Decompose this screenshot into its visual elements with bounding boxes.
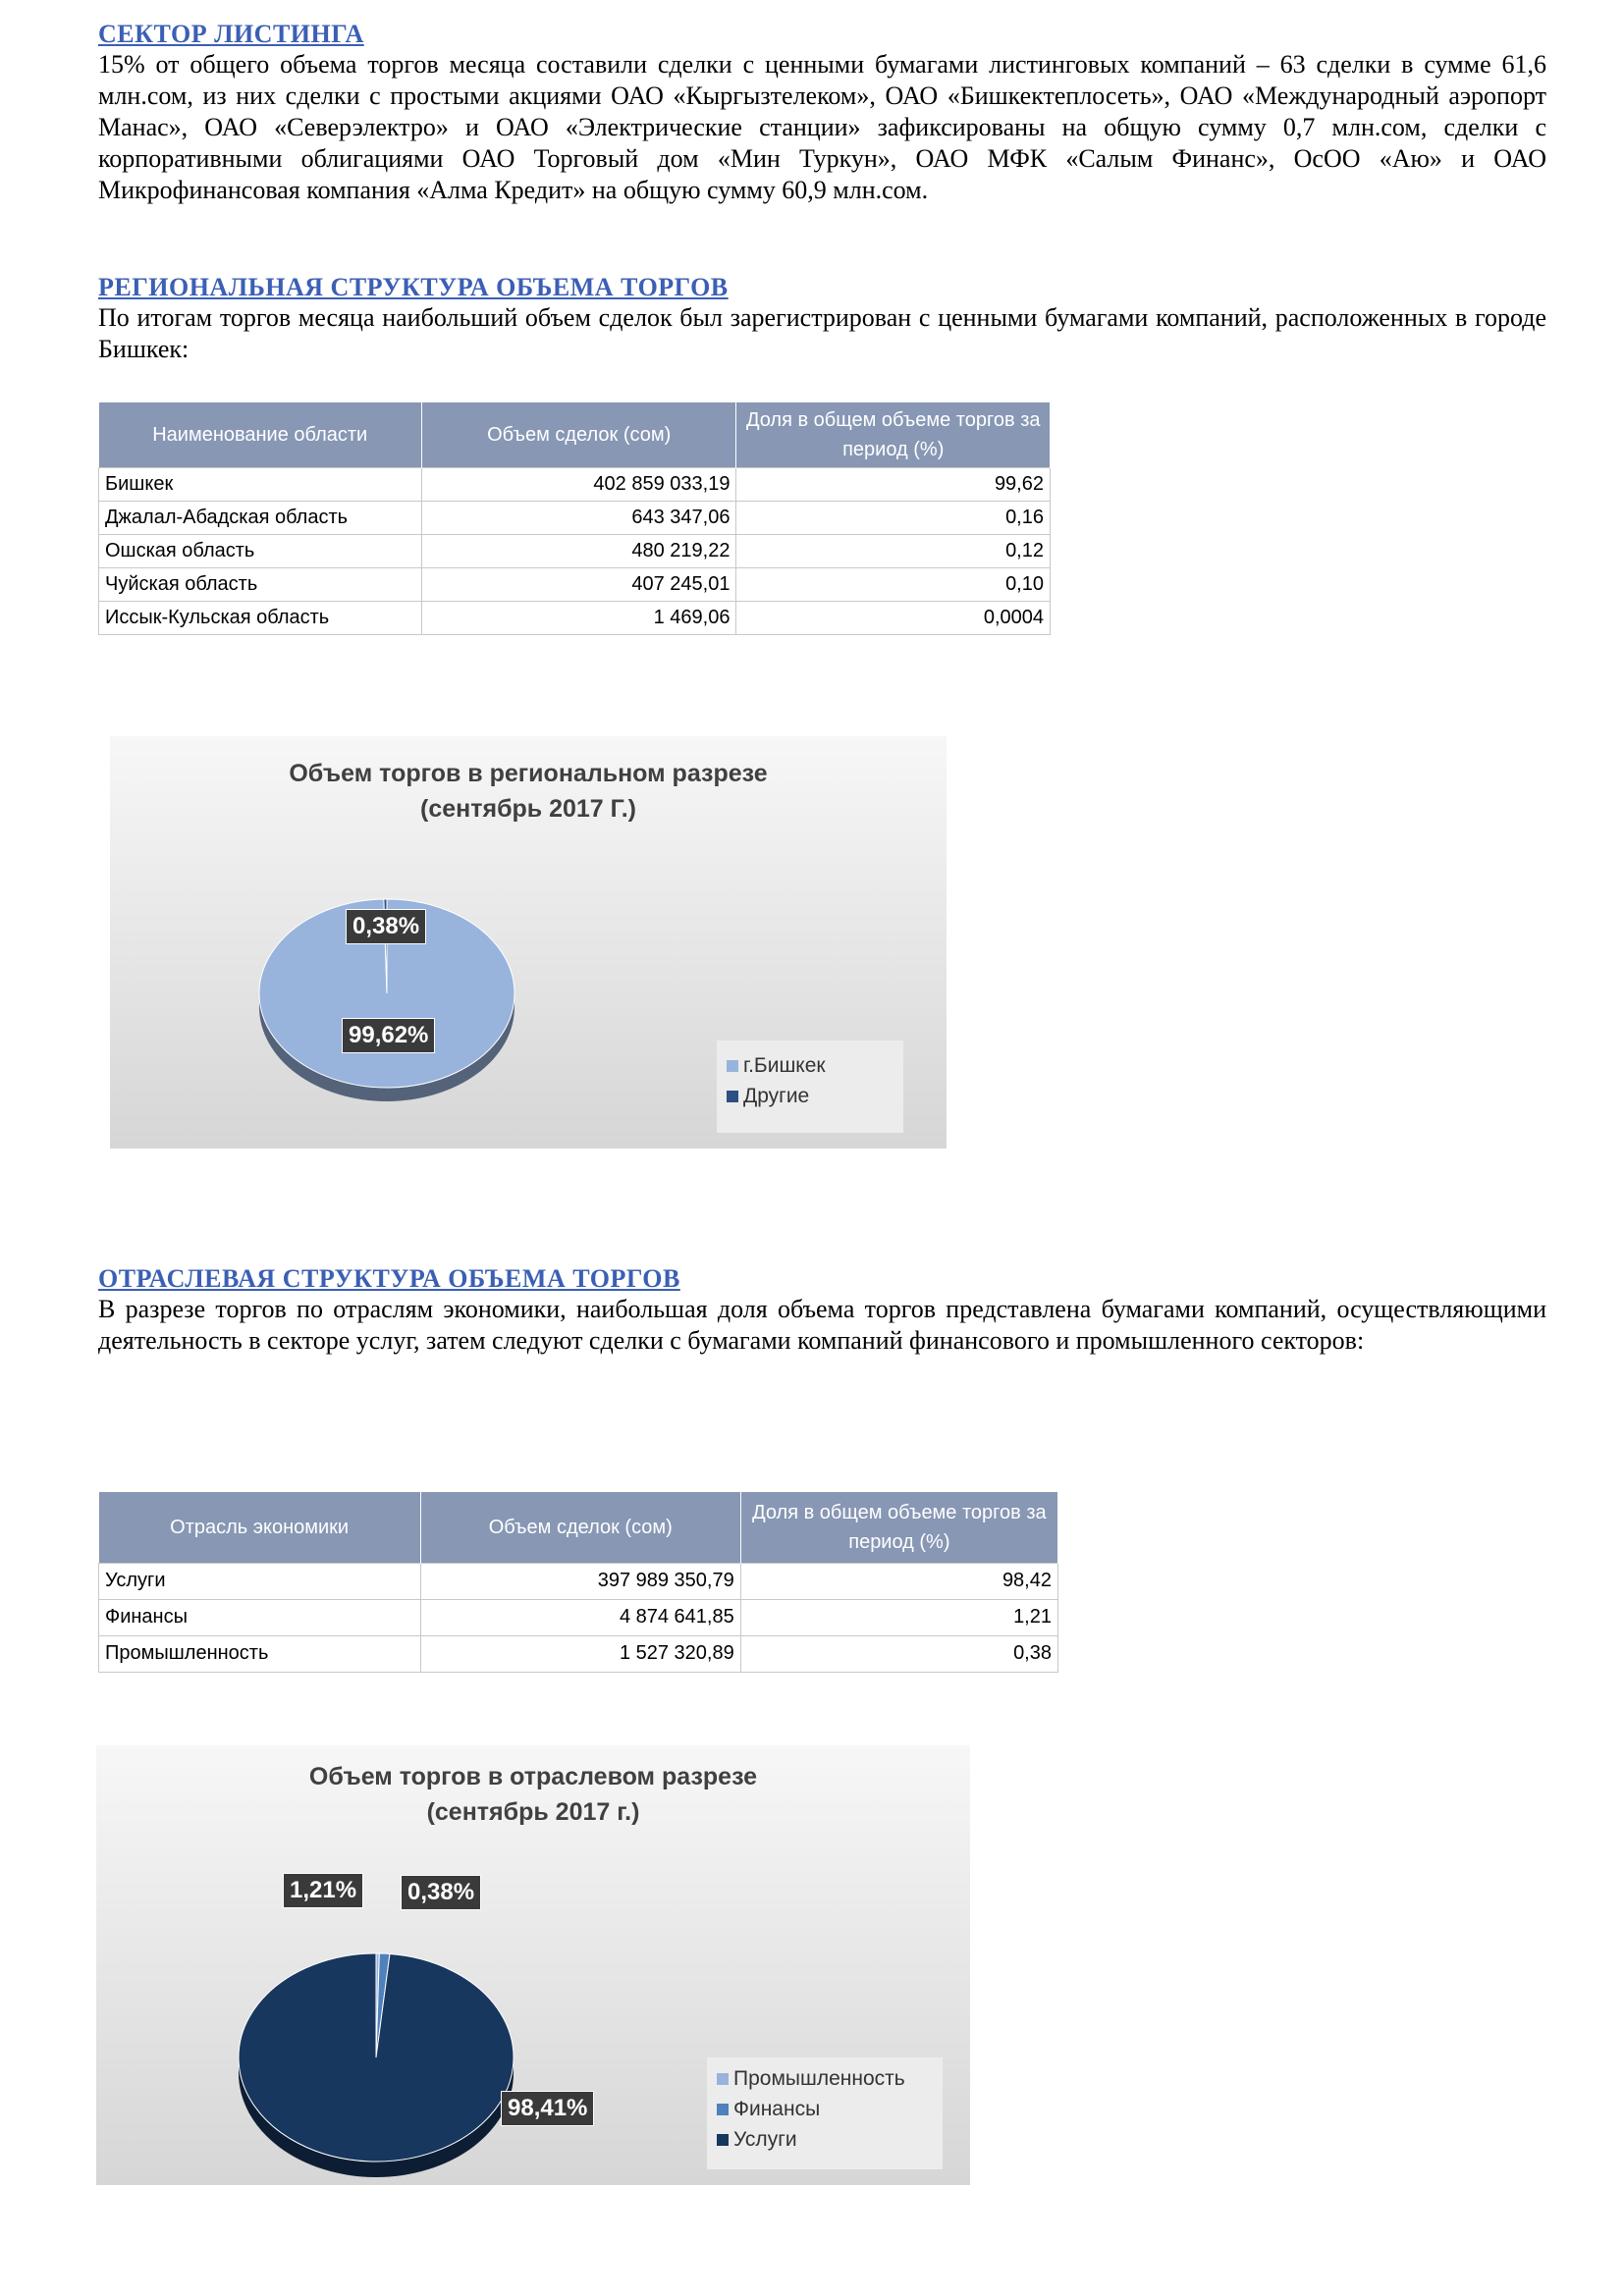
legend-swatch: [717, 2104, 729, 2115]
column-header: Доля в общем объеме торгов за период (%): [736, 402, 1051, 467]
sector-heading: ОТРАСЛЕВАЯ СТРУКТУРА ОБЪЕМА ТОРГОВ: [98, 1264, 680, 1293]
trade-volume: 1 469,06: [421, 601, 736, 634]
regional-heading: РЕГИОНАЛЬНАЯ СТРУКТУРА ОБЪЕМА ТОРГОВ: [98, 273, 729, 301]
table-row: [99, 501, 1051, 534]
chart-title: Объем торгов в региональном разрезе: [289, 760, 768, 787]
listing-section: [98, 20, 1546, 206]
column-header: Доля в общем объеме торгов за период (%): [740, 1492, 1057, 1563]
sector-name: Финансы: [99, 1599, 421, 1635]
column-header: Отрасль экономики: [99, 1492, 421, 1563]
regional-paragraph: По итогам торгов месяца наибольший объем сделок был зарегистрирован с ценными бумагами компаний, расположенных в городе Бишкек:: [98, 303, 1546, 363]
trade-volume: 643 347,06: [421, 501, 736, 534]
data-label: 99,62%: [342, 1018, 435, 1053]
legend-label: Финансы: [733, 2097, 821, 2120]
trade-share: 0,16: [736, 501, 1051, 534]
trade-share: 0,12: [736, 534, 1051, 567]
sector-pie-chart: [96, 1745, 970, 2185]
column-header: Объем сделок (сом): [421, 402, 736, 467]
legend-swatch: [717, 2134, 729, 2146]
trade-share: 0,0004: [736, 601, 1051, 634]
data-label: 1,21%: [283, 1873, 363, 1908]
region-name: Ошская область: [99, 534, 422, 567]
legend-label: г.Бишкек: [743, 1053, 826, 1077]
data-label: 0,38%: [401, 1875, 481, 1910]
table-row: [99, 567, 1051, 601]
table-row: [99, 1599, 1058, 1635]
sector-table: [98, 1492, 1058, 1673]
legend-label: Другие: [743, 1084, 810, 1107]
region-name: Иссык-Кульская область: [99, 601, 422, 634]
sector-paragraph: В разрезе торгов по отраслям экономики, наибольшая доля объема торгов представлена бумагами компаний, осуществляющими деятельность в секторе услуг, затем следуют сделки с бумагами компаний финансового и промышленного секторов:: [98, 1295, 1546, 1355]
trade-share: 0,38: [740, 1635, 1057, 1672]
legend-item: [707, 2094, 943, 2124]
legend-swatch: [717, 2073, 729, 2085]
listing-heading: СЕКТОР ЛИСТИНГА: [98, 20, 364, 48]
listing-paragraph: 15% от общего объема торгов месяца составили сделки с ценными бумагами листинговых компаний – 63 сделки в сумме 61,6 млн.сом, из них сделки с простыми акциями ОАО «Кыргызтелеком», ОАО «Бишкектеплосеть», ОАО «Международный аэропорт Манас», ОАО «Северэлектро» и ОАО «Электрические станции» зафиксированы на общую сумму 0,7 млн.сом, сделки с корпоративными облигациями ОАО Торговый дом «Мин Туркун», ОАО МФК «Салым Финанс», ОсОО «Аю» и ОАО Микрофинансовая компания «Алма Кредит» на общую сумму 60,9 млн.сом.: [98, 50, 1546, 204]
chart-subtitle: (сентябрь 2017 Г.): [420, 795, 636, 823]
legend-item: [717, 1081, 903, 1111]
table-header-row: [99, 402, 1051, 467]
column-header: Наименование области: [99, 402, 422, 467]
chart-legend: [717, 1041, 903, 1133]
region-name: Джалал-Абадская область: [99, 501, 422, 534]
regional-pie-chart: [110, 736, 947, 1148]
legend-swatch: [727, 1060, 738, 1072]
table-row: [99, 467, 1051, 501]
chart-title: Объем торгов в отраслевом разрезе: [308, 1763, 758, 1790]
trade-volume: 1 527 320,89: [420, 1635, 740, 1672]
region-name: Чуйская область: [99, 567, 422, 601]
legend-label: Услуги: [733, 2127, 797, 2151]
trade-share: 1,21: [740, 1599, 1057, 1635]
trade-volume: 407 245,01: [421, 567, 736, 601]
legend-swatch: [727, 1091, 738, 1102]
trade-share: 0,10: [736, 567, 1051, 601]
legend-label: Промышленность: [733, 2066, 905, 2090]
column-header: Объем сделок (сом): [420, 1492, 740, 1563]
region-name: Бишкек: [99, 467, 422, 501]
chart-legend: [707, 2057, 943, 2169]
table-row: [99, 1563, 1058, 1599]
regional-table: [98, 402, 1051, 635]
trade-share: 99,62: [736, 467, 1051, 501]
regional-section: [98, 273, 1546, 365]
pie-slice-2: [239, 1953, 514, 2162]
trade-volume: 402 859 033,19: [421, 467, 736, 501]
legend-item: [707, 2124, 943, 2155]
legend-item: [707, 2063, 943, 2094]
sector-name: Услуги: [99, 1563, 421, 1599]
sector-name: Промышленность: [99, 1635, 421, 1672]
data-label: 0,38%: [346, 909, 426, 944]
table-row: [99, 601, 1051, 634]
chart-subtitle: (сентябрь 2017 г.): [426, 1798, 640, 1826]
trade-volume: 397 989 350,79: [420, 1563, 740, 1599]
data-label: 98,41%: [501, 2091, 594, 2126]
legend-item: [717, 1050, 903, 1081]
table-header-row: [99, 1492, 1058, 1563]
table-row: [99, 1635, 1058, 1672]
trade-share: 98,42: [740, 1563, 1057, 1599]
trade-volume: 4 874 641,85: [420, 1599, 740, 1635]
trade-volume: 480 219,22: [421, 534, 736, 567]
sector-section: [98, 1264, 1546, 1357]
table-row: [99, 534, 1051, 567]
